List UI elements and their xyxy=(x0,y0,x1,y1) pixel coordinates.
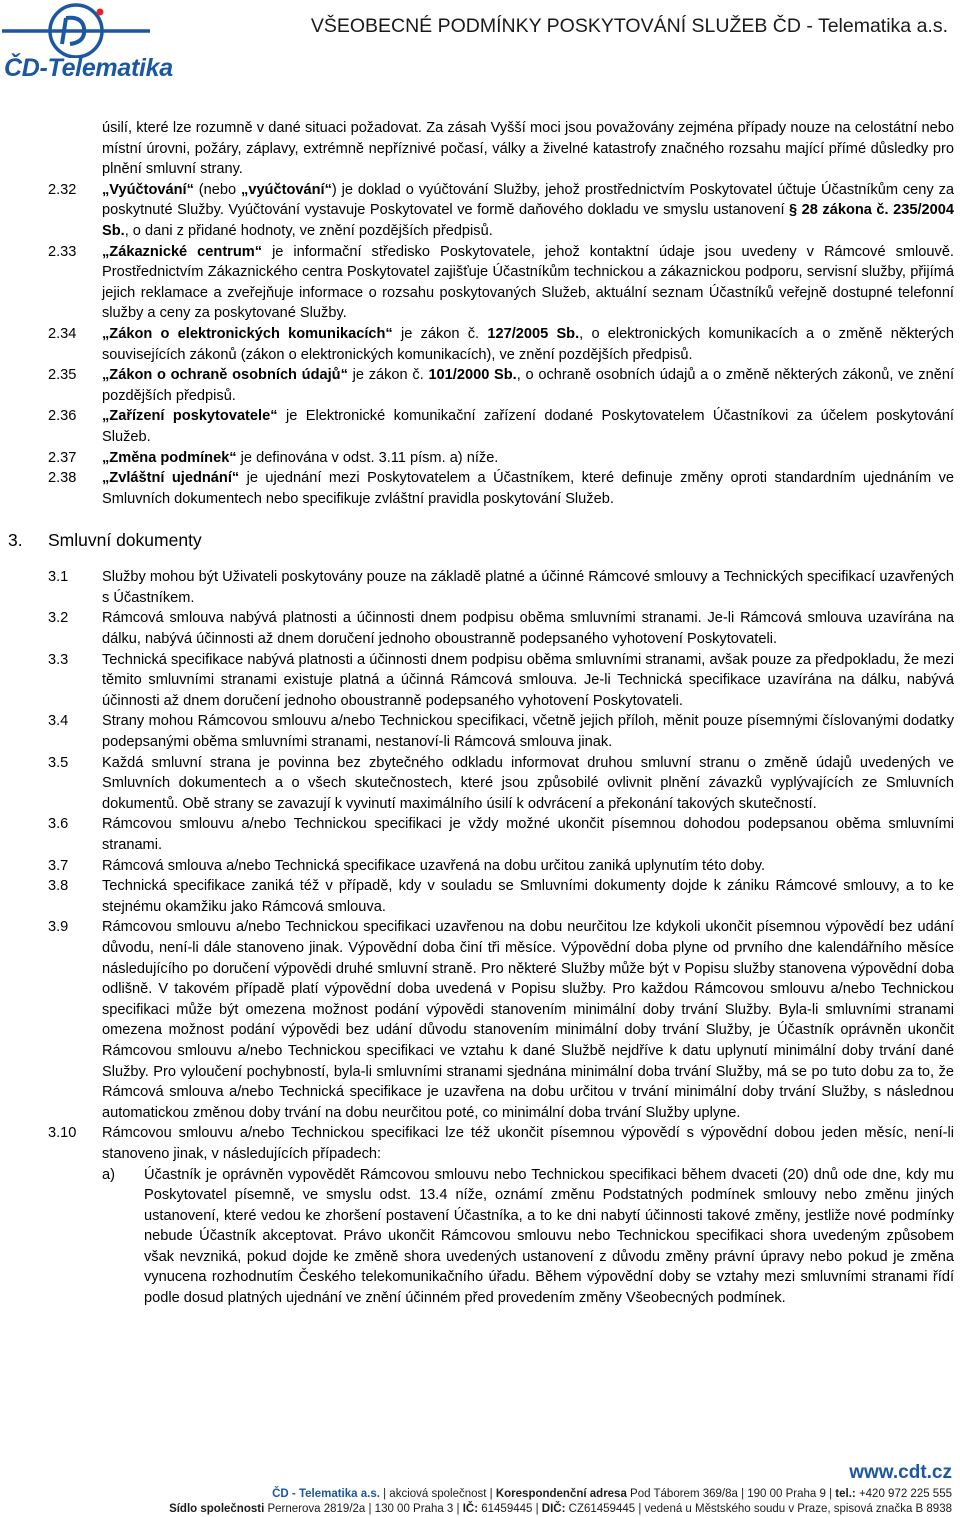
clause-text: Technická specifikace zaniká též v případě, kdy v souladu se Smluvními dokumenty dojde k zániku Rámcové smlouvy, a to ke stejnému okamžiku jako Rámcová smlouva. xyxy=(102,878,954,915)
footer-seat-addr: Pernerova 2819/2a | 130 00 Praha 3 | xyxy=(264,1503,463,1515)
footer-tel: +420 972 225 555 xyxy=(855,1488,952,1500)
definition-text: je definována v odst. 3.11 písm. a) níže. xyxy=(236,449,499,466)
footer-line-2 xyxy=(169,1503,952,1515)
definition-text: je Elektronické komunikační zařízení dodané Poskytovatelem Účastníkovi za účelem poskytování Služeb. xyxy=(102,408,954,445)
defined-term: „Zákon o ochraně osobních údajů“ xyxy=(102,367,348,384)
definition-text: , o dani z přidané hodnoty, ve znění pozdějších předpisů. xyxy=(124,222,493,239)
definition-text: je zákon č. xyxy=(392,325,488,342)
definition-paragraph xyxy=(48,406,954,447)
page-footer xyxy=(0,1462,960,1514)
defined-term: „Zařízení poskytovatele“ xyxy=(102,408,278,425)
definition-text: , o ochraně osobních údajů a o změně některých zákonů, ve znění pozdějších předpisů. xyxy=(102,367,955,404)
clause-paragraph xyxy=(48,608,954,649)
subclause-a xyxy=(102,1165,954,1309)
clause-paragraph xyxy=(48,856,954,877)
definition-text: ) je doklad o vyúčtování Služby, jehož prostřednictvím Poskytovatel účtuje Účastníkům ceny za poskytnuté Služby. Vyúčtování vystavuje Poskytovatel ve formě daňového dokladu ve smyslu ustanovení xyxy=(102,181,955,219)
paragraph-number: 3.9 xyxy=(48,919,69,936)
definition-paragraph xyxy=(48,365,954,406)
paragraph-number: 2.36 xyxy=(48,408,77,425)
definition-text: je informační středisko Poskytovatele, jehož kontaktní údaje jsou uvedeny v Rámcové smlouvě. Prostřednictvím Zákaznického centra Poskytovatel zajišťuje Účastníkům technickou a zákaznickou podporu, servisní služby, přijímá jejich reklamace a zveřejňuje informace o rozsahu poskytovaných Služeb, aktuální seznam Účastníků veřejně dostupné telefonní služby a ceny za poskytované Služby. xyxy=(102,243,954,322)
logo-mark-icon xyxy=(0,2,152,58)
defined-term: „Vyúčtování“ xyxy=(102,181,194,198)
subclause-text: Účastník je oprávněn vypovědět Rámcovou smlouvu nebo Technickou specifikaci během dvaceti (20) dnů ode dne, kdy mu Poskytovatel písemně, ve smyslu odst. 13.4 níže, oznámí změnu Podstatných podmínek smlouvy nebo změnu jiných ustanovení, které vedou ke zhoršení postavení Účastníka, a to ke dni nabytí účinnosti takové změny, jestliže nové podmínky nebude Účastník akceptovat. Právo ukončit Rámcovou smlouvu nebo Technickou specifikaci shora uvedeným způsobem však nevzniká, pokud dojde ke změně shora uvedených ustanovení z důvodu změny právní úpravy nebo pokud je změna vynucena rozhodnutím Českého telekomunikačního úřadu. Během výpovědní doby se vztahy mezi smluvními stranami řídí podle dosud platných ujednání ve znění účinném před provedením změny Všeobecných podmínek. xyxy=(144,1166,954,1307)
subclause-label: a) xyxy=(102,1166,115,1183)
paragraph-number: 3.5 xyxy=(48,754,69,771)
clause-text: Rámcovou smlouvu a/nebo Technickou specifikaci lze též ukončit písemnou výpovědí s výpovědní dobou jeden měsíc, není-li stanoveno jinak, v následujících případech: xyxy=(102,1125,954,1162)
definition-paragraph xyxy=(48,448,954,469)
clauses-list xyxy=(48,567,954,1164)
defined-term: § 28 zákona č. 235/2004 Sb. xyxy=(102,202,954,239)
footer-corr-label: Korespondenční adresa xyxy=(495,1488,627,1500)
definition-paragraph xyxy=(48,468,954,509)
clause-text: Služby mohou být Uživateli poskytovány pouze na základě platné a účinné Rámcové smlouvy a Technických specifikací uzavřených s Účastníkem. xyxy=(102,569,954,606)
defined-term: „Zákaznické centrum“ xyxy=(102,243,263,260)
definition-paragraph xyxy=(48,324,954,365)
defined-term: „Zvláštní ujednání“ xyxy=(102,470,240,487)
paragraph-number: 2.32 xyxy=(48,181,77,198)
footer-sep1: | akciová společnost | xyxy=(379,1488,496,1500)
paragraph-number: 2.38 xyxy=(48,470,77,487)
document-title: VŠEOBECNÉ PODMÍNKY POSKYTOVÁNÍ SLUŽEB ČD - Telematika a.s. xyxy=(310,15,948,37)
clause-text: Strany mohou Rámcovou smlouvu a/nebo Technickou specifikaci, včetně jejich příloh, měnit pouze písemnými číslovanými dodatky podepsanými oběma smluvními stranami, nestanoví-li Rámcová smlouva jinak. xyxy=(102,713,954,751)
defined-term: „Zákon o elektronických komunikacích“ xyxy=(102,325,393,342)
subclause-wrapper xyxy=(48,1165,954,1309)
paragraph-number: 2.37 xyxy=(48,449,77,466)
clause-text: Rámcovou smlouvu a/nebo Technickou specifikaci uzavřenou na dobu neurčitou lze kdykoli ukončit písemnou výpovědí bez udání důvodu, není-li dále stanoveno jinak. Výpovědní doba činí tři měsíce. Výpovědní doba plyne od prvního dne kalendářního měsíce následujícího po doručení výpovědi druhé smluvní straně. Pro některé Služby může být v Popisu služby stanovena výpovědní doba odlišně. V takovém případě platí výpovědní doba uvedená v Popisu služby. Pro každou Rámcovou smlouvu a/nebo Technickou specifikaci může být omezena možnost podání výpovědi stanovením minimální doby trvání Služby. Byla-li smluvními stranami omezena možnost podání výpovědi bez udání důvodu stanovením minimální doby trvání Služby, je Účastník oprávněn ukončit Rámcovou smlouvu a/nebo Technickou specifikaci ve vztahu k dané Službě nejdříve k datu uplynutí minimální doby trvání dané Služby. Pro vyloučení pochybností, byla-li smluvními stranami sjednána minimální doba trvání Služby, má se po tuto dobu za to, že Rámcová smlouva a/nebo Technická specifikace je uzavřena na dobu určitou v trvání minimální doby trvání Služby, s následnou automatickou změnou doby trvání na dobu neurčitou poté, co minimální doba trvání Služby uplyne. xyxy=(102,919,954,1121)
clause-text: Rámcová smlouva nabývá platnosti a účinnosti dnem podpisu oběma smluvními stranami. Je-li Rámcová smlouva uzavírána na dálku, nabývá účinnosti až dnem doručení jednoho oboustranně podepsaného vyhotovení Poskytovateli. xyxy=(102,610,954,648)
definition-paragraph xyxy=(48,242,954,324)
clause-text: Každá smluvní strana je povinna bez zbytečného odkladu informovat druhou smluvní stranu o změně údajů uvedených ve Smluvních dokumentech a o všech skutečnostech, které jsou způsobilé ovlivnit plnění závazků vyplývajících ze Smluvních dokumentů. Obě strany se zavazují k vyvinutí maximálního úsilí k odvrácení a překonání takových skutečností. xyxy=(102,754,954,812)
clause-text: Rámcová smlouva a/nebo Technická specifikace uzavřená na dobu určitou zaniká uplynutím této doby. xyxy=(102,857,766,874)
clause-paragraph xyxy=(48,753,954,815)
definition-text: , o elektronických komunikacích a o změně některých souvisejících zákonů (zákon o elektronických komunikacích), ve znění pozdějších předpisů. xyxy=(102,325,954,363)
footer-ic-label: IČ: xyxy=(462,1503,479,1515)
paragraph-number: 3.4 xyxy=(48,713,69,730)
defined-term: 127/2005 Sb. xyxy=(487,325,580,342)
clause-paragraph xyxy=(48,711,954,752)
footer-seat-label: Sídlo společnosti xyxy=(169,1503,265,1515)
section-heading xyxy=(8,529,954,551)
section-number: 3. xyxy=(8,530,23,551)
definition-text: je zákon č. xyxy=(347,367,429,384)
defined-term: „Změna podmínek“ xyxy=(102,449,237,466)
definition-text: (nebo xyxy=(193,181,242,198)
paragraph-number: 2.34 xyxy=(48,325,77,342)
document-body xyxy=(8,118,955,1309)
footer-ic: 61459445 | xyxy=(478,1503,542,1515)
defined-term: „vyúčtování“ xyxy=(241,181,332,198)
definitions-list xyxy=(48,180,954,510)
continuation-text: úsilí, které lze rozumně v dané situaci požadovat. Za zásah Vyšší moci jsou považovány zejména případy nouze na celostátní nebo místní úrovni, požáry, záplavy, extrémně nepříznivé počasí, války a živelné katastrofy značného rozsahu mající přímé důsledky pro plnění smluvní strany. xyxy=(102,120,954,178)
page-header xyxy=(0,0,960,90)
clause-paragraph xyxy=(48,1123,954,1164)
footer-corr-addr: Pod Táborem 369/8a | 190 00 Praha 9 | xyxy=(626,1488,836,1500)
paragraph-number: 2.33 xyxy=(48,243,77,260)
paragraph-number: 2.35 xyxy=(48,367,77,384)
footer-company: ČD - Telematika a.s. xyxy=(272,1488,380,1500)
footer-line-1 xyxy=(272,1488,952,1500)
clause-paragraph xyxy=(48,814,954,855)
clause-paragraph xyxy=(48,567,954,608)
clause-paragraph xyxy=(48,917,954,1123)
defined-term: 101/2000 Sb. xyxy=(428,367,517,384)
footer-dic: CZ61459445 | vedená u Městského soudu v Praze, spisová značka B 8938 xyxy=(565,1503,952,1515)
footer-dic-label: DIČ: xyxy=(541,1503,566,1515)
clause-paragraph xyxy=(48,876,954,917)
definition-paragraph xyxy=(48,180,954,242)
clause-text: Technická specifikace nabývá platnosti a účinnosti dnem podpisu oběma smluvními stranami, avšak pouze za předpokladu, že mezi těmito smluvními stranami existuje platná a účinná Rámcová smlouva. Je-li Technická specifikace uzavírána na dálku, nabývá účinnosti až dnem doručení jednoho oboustranně podepsaného vyhotovení Poskytovateli. xyxy=(102,651,954,709)
clause-paragraph xyxy=(48,650,954,712)
website-link[interactable]: www.cdt.cz xyxy=(849,1462,952,1483)
continuation-paragraph xyxy=(48,118,954,180)
clause-text: Rámcovou smlouvu a/nebo Technickou specifikaci je vždy možné ukončit písemnou dohodou podepsanou oběma smluvními stranami. xyxy=(102,816,954,853)
logo-text: ČD-Telematika xyxy=(4,54,173,82)
section-title: Smluvní dokumenty xyxy=(48,530,202,551)
paragraph-number: 3.2 xyxy=(48,610,69,627)
paragraph-number: 3.10 xyxy=(48,1125,77,1142)
paragraph-number: 3.6 xyxy=(48,816,69,833)
paragraph-number: 3.7 xyxy=(48,857,69,874)
company-logo xyxy=(0,2,173,86)
paragraph-number: 3.8 xyxy=(48,878,69,895)
footer-tel-label: tel.: xyxy=(835,1488,856,1500)
paragraph-number: 3.3 xyxy=(48,651,69,668)
definition-text: je ujednání mezi Poskytovatelem a Účastníkem, které definuje změny oproti standardním ujednáním ve Smluvních dokumentech nebo specifikuje zvláštní pravidla poskytování Služeb. xyxy=(102,470,955,507)
paragraph-number: 3.1 xyxy=(48,569,69,586)
